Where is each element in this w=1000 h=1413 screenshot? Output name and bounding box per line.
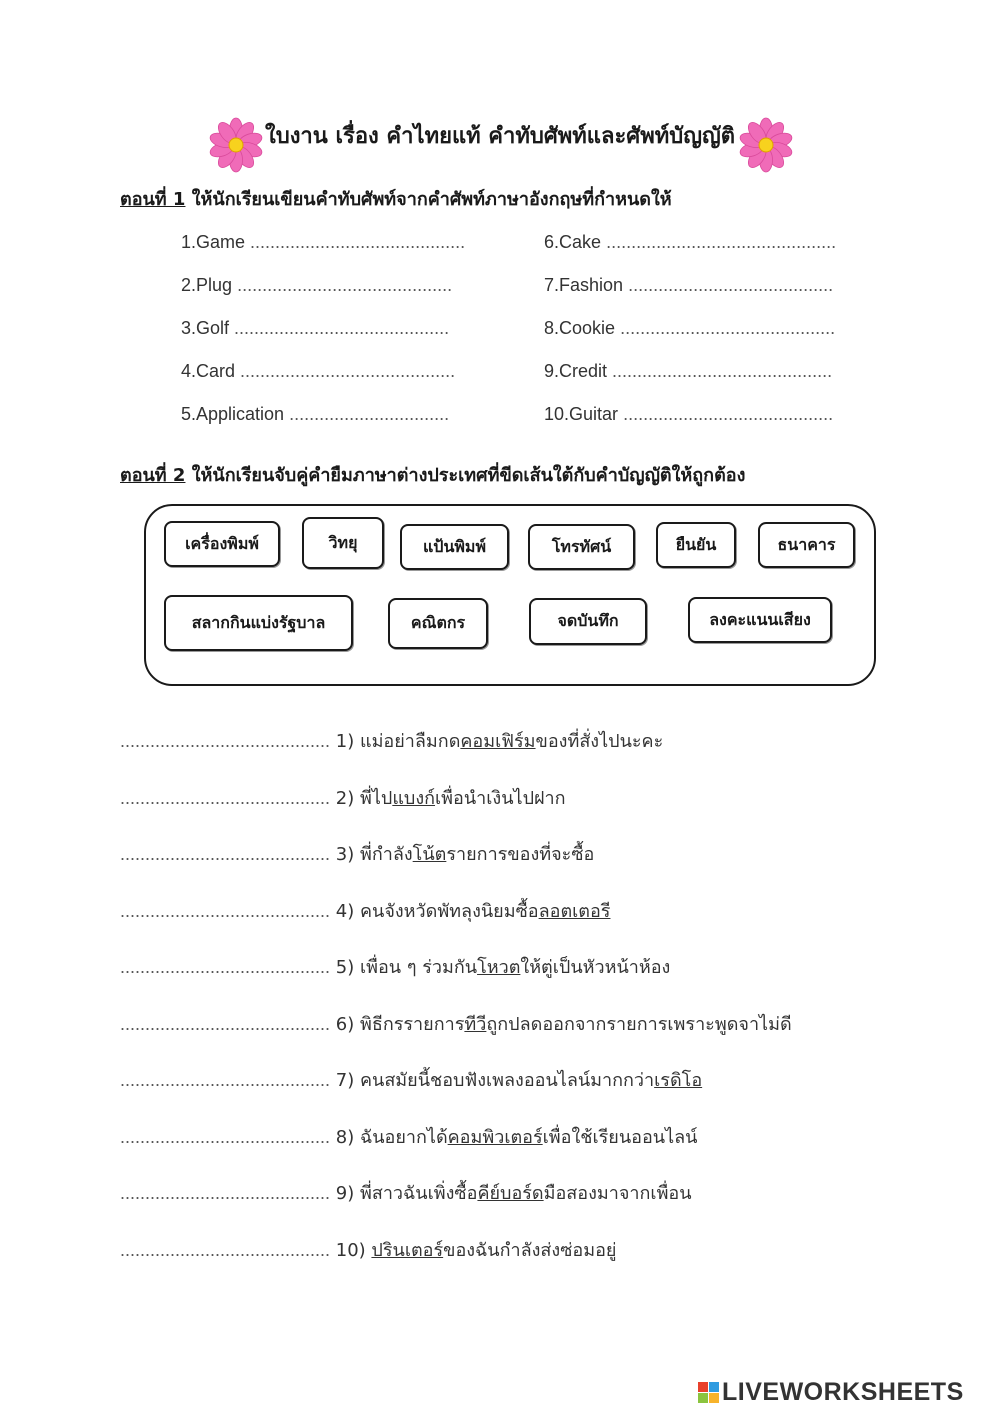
word-chip[interactable]: โทรทัศน์ xyxy=(528,524,635,570)
underlined-loanword: เรดิโอ xyxy=(654,1070,703,1091)
section2-instruction: ให้นักเรียนจับคู่คำยืมภาษาต่างประเทศที่ขีดเส้นใต้กับคำบัญญัติให้ถูกต้อง xyxy=(185,465,746,486)
answer-blank[interactable]: .......................................... xyxy=(120,900,331,921)
sentence-number: 5) xyxy=(330,957,360,978)
answer-blank[interactable]: .......................................... xyxy=(120,1126,331,1147)
underlined-loanword: คีย์บอร์ด xyxy=(477,1183,544,1204)
sentence-number: 1) xyxy=(330,731,360,752)
sentence-text-before: ฉันอยากได้ xyxy=(359,1126,448,1148)
vocab-item xyxy=(544,404,833,425)
matching-sentence xyxy=(120,952,670,981)
sentence-text-after: เพื่อนำเงินไปฝาก xyxy=(435,787,566,809)
matching-sentence xyxy=(120,726,663,755)
vocab-word: 5.Application xyxy=(181,404,285,424)
underlined-loanword: คอมพิวเตอร์ xyxy=(447,1126,543,1148)
section1-instruction: ให้นักเรียนเขียนคำทับศัพท์จากคำศัพท์ภาษาอังกฤษที่กำหนดให้ xyxy=(185,189,672,210)
word-chip[interactable]: สลากกินแบ่งรัฐบาล xyxy=(164,595,353,651)
underlined-loanword: โน้ต xyxy=(412,844,447,865)
vocab-word: 7.Fashion xyxy=(544,275,624,295)
answer-blank[interactable]: ........................................... xyxy=(234,318,450,338)
logo-square xyxy=(709,1393,719,1403)
word-chip[interactable]: วิทยุ xyxy=(302,517,384,569)
sentence-number: 7) xyxy=(330,1070,360,1091)
matching-sentence xyxy=(120,1009,792,1038)
answer-blank[interactable]: .......................................... xyxy=(120,957,331,977)
answer-blank[interactable]: .......................................... xyxy=(120,787,331,808)
matching-sentence xyxy=(120,1065,702,1094)
answer-blank[interactable]: .......................................... xyxy=(120,1070,331,1090)
sentence-text-after: ของที่สั่งไปนะคะ xyxy=(535,731,664,752)
vocab-word: 1.Game xyxy=(181,232,246,252)
word-chip[interactable]: ธนาคาร xyxy=(758,522,855,568)
vocab-word: 8.Cookie xyxy=(544,318,616,338)
sentence-text-after: ถูกปลดออกจากรายการเพราะพูดจาไม่ดี xyxy=(486,1013,792,1035)
sentence-text-before: พี่ไป xyxy=(359,787,393,809)
logo-text: LIVEWORKSHEETS xyxy=(722,1378,964,1406)
word-chip[interactable]: แป้นพิมพ์ xyxy=(400,524,509,570)
answer-blank[interactable]: ................................ xyxy=(289,404,450,424)
vocab-item xyxy=(181,404,449,425)
vocab-item xyxy=(544,361,832,382)
vocab-item xyxy=(544,275,833,296)
answer-blank[interactable]: .......................................... xyxy=(120,731,331,751)
underlined-loanword: ลอตเตอรี xyxy=(538,900,611,922)
sentence-number: 2) xyxy=(330,787,360,809)
vocab-word: 10.Guitar xyxy=(544,404,619,424)
underlined-loanword: ทีวี xyxy=(464,1013,487,1035)
section2-label: ตอนที่ 2 xyxy=(120,465,186,486)
sentence-text-before: เพื่อน ๆ ร่วมกัน xyxy=(359,957,478,978)
matching-sentence xyxy=(120,839,594,868)
answer-blank[interactable]: .......................................... xyxy=(623,404,834,424)
sentence-number: 6) xyxy=(330,1013,360,1035)
logo-mark-icon xyxy=(698,1382,719,1403)
word-chip[interactable]: จดบันทึก xyxy=(529,598,647,645)
answer-blank[interactable]: .......................................... xyxy=(120,844,331,864)
answer-blank[interactable]: .......................................... xyxy=(120,1183,331,1203)
vocab-word: 9.Credit xyxy=(544,361,608,381)
sentence-text-after: รายการของที่จะซื้อ xyxy=(446,844,595,865)
vocab-item xyxy=(181,275,452,296)
page-title: ใบงาน เรื่อง คำไทยแท้ คำทับศัพท์และศัพท์บัญญัติ xyxy=(264,124,735,149)
underlined-loanword: ปรินเตอร์ xyxy=(371,1239,444,1261)
vocab-word: 2.Plug xyxy=(181,275,233,295)
logo-square xyxy=(698,1382,708,1392)
matching-sentence xyxy=(120,1178,692,1207)
answer-blank[interactable]: .......................................... xyxy=(120,1013,331,1034)
answer-blank[interactable]: .............................................. xyxy=(606,232,837,252)
sentence-text-before: พี่สาวฉันเพิ่งซื้อ xyxy=(359,1183,478,1204)
underlined-loanword: โหวต xyxy=(477,957,521,978)
word-chip[interactable]: เครื่องพิมพ์ xyxy=(164,521,280,567)
answer-blank[interactable]: .......................................... xyxy=(120,1239,331,1260)
sentence-number: 8) xyxy=(330,1126,360,1148)
answer-blank[interactable]: ........................................... xyxy=(620,318,836,338)
underlined-loanword: แบงก์ xyxy=(392,787,436,809)
vocab-item xyxy=(181,232,465,253)
answer-blank[interactable]: ............................................ xyxy=(612,361,833,381)
word-chip[interactable]: ลงคะแนนเสียง xyxy=(688,597,832,643)
sentence-number: 4) xyxy=(330,900,360,922)
matching-sentence xyxy=(120,783,566,812)
word-chip[interactable]: ยืนยัน xyxy=(656,522,736,568)
sentence-number: 9) xyxy=(330,1183,360,1204)
section1-heading xyxy=(120,184,672,213)
matching-sentence xyxy=(120,896,610,925)
sentence-text-after: ให้ตู่เป็นหัวหน้าห้อง xyxy=(520,957,671,978)
sentence-text-before: คนจังหวัดพัทลุงนิยมซื้อ xyxy=(359,900,539,922)
liveworksheets-logo xyxy=(698,1378,964,1407)
logo-square xyxy=(698,1393,708,1403)
vocab-word: 6.Cake xyxy=(544,232,602,252)
vocab-item xyxy=(544,318,835,339)
answer-blank[interactable]: ......................................... xyxy=(628,275,834,295)
flower-center xyxy=(759,138,773,152)
sentence-text-after: เพื่อใช้เรียนออนไลน์ xyxy=(542,1126,698,1148)
sentence-number: 3) xyxy=(330,844,360,865)
word-chip[interactable]: คณิตกร xyxy=(388,598,488,649)
sentence-text-before: พี่กำลัง xyxy=(359,844,413,865)
sentence-text-after: ของฉันกำลังส่งซ่อมอยู่ xyxy=(443,1239,617,1261)
section1-label: ตอนที่ 1 xyxy=(120,189,186,210)
logo-square xyxy=(709,1382,719,1392)
sentence-number: 10) xyxy=(330,1239,372,1261)
vocab-item xyxy=(181,361,455,382)
section2-heading xyxy=(120,460,745,489)
sentence-text-before: พิธีกรรายการ xyxy=(359,1013,465,1035)
underlined-loanword: คอมเฟิร์ม xyxy=(460,731,536,752)
vocab-word: 3.Golf xyxy=(181,318,230,338)
answer-blank[interactable]: ........................................... xyxy=(240,361,456,381)
sentence-text-before: คนสมัยนี้ชอบฟังเพลงออนไลน์มากกว่า xyxy=(359,1070,655,1091)
vocab-item xyxy=(181,318,449,339)
matching-sentence xyxy=(120,1122,697,1151)
matching-sentence xyxy=(120,1235,616,1264)
sentence-text-before: แม่อย่าลืมกด xyxy=(359,731,461,752)
sentence-text-after: มือสองมาจากเพื่อน xyxy=(543,1183,692,1204)
flower-icon-right xyxy=(738,117,794,173)
vocab-word: 4.Card xyxy=(181,361,236,381)
vocab-item xyxy=(544,232,836,253)
answer-blank[interactable]: ........................................... xyxy=(237,275,453,295)
answer-blank[interactable]: ........................................... xyxy=(250,232,466,252)
